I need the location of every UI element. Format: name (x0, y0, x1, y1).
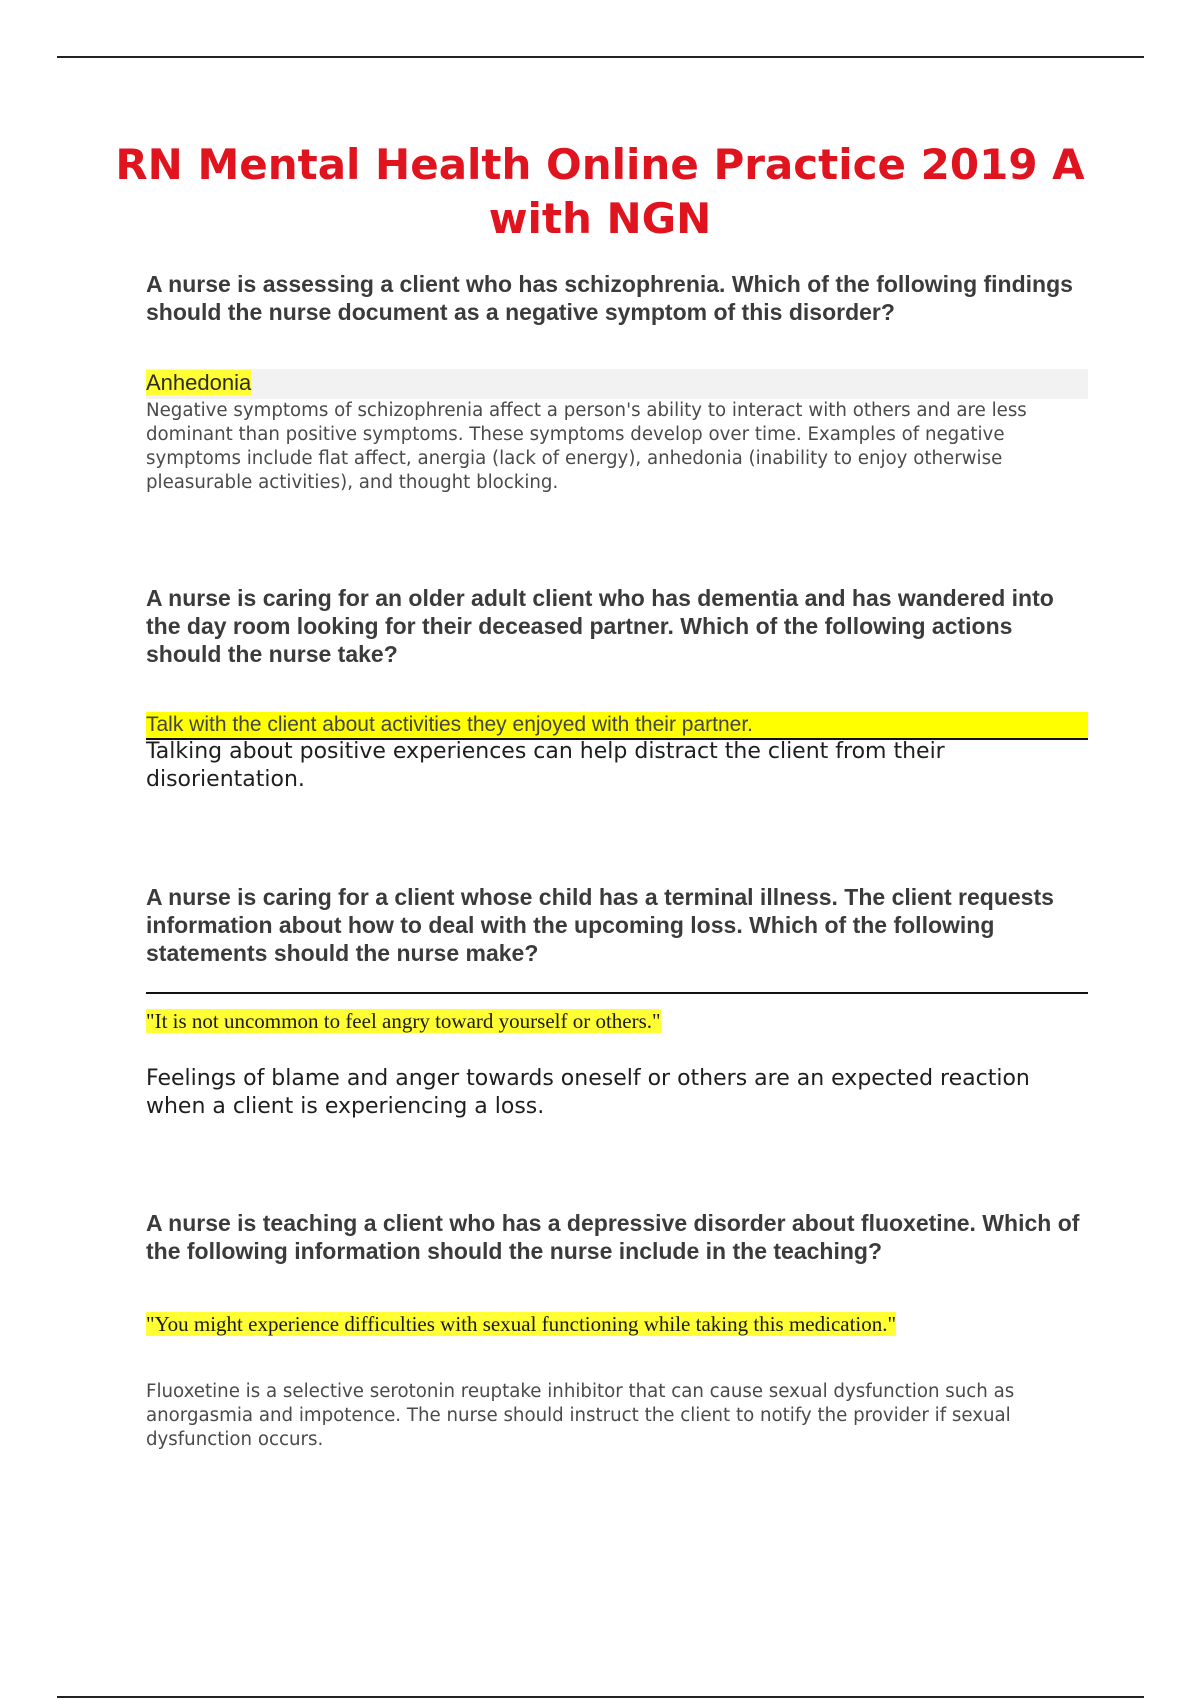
answer-strip (146, 369, 1088, 399)
rationale-text: Negative symptoms of schizophrenia affect a person's ability to interact with others and are less dominant than positive symptoms. These symptoms develop over time. Examples of negative symptoms include flat affect, anergia (lack of energy), anhedonia (inability to enjoy otherwise pleasurable activities), and thought blocking. (146, 400, 1027, 493)
question-text: A nurse is caring for an older adult client who has dementia and has wandered into the day room looking for their deceased partner. Which of the following actions should the nurse take? (146, 585, 1054, 667)
section-divider (146, 992, 1088, 994)
rationale-text: Talking about positive experiences can help distract the client from their disorientation. (146, 739, 945, 792)
question-block-2 (146, 584, 1088, 668)
question-text: A nurse is assessing a client who has schizophrenia. Which of the following findings should the nurse document as a negative symptom of this disorder? (146, 271, 1073, 325)
answer-block-2 (146, 712, 1088, 740)
answer-block-3 (146, 1007, 1088, 1035)
answer-block-1 (146, 369, 1088, 399)
rationale-text: Fluoxetine is a selective serotonin reuptake inhibitor that can cause sexual dysfunction such as anorgasmia and impotence. The nurse should instruct the client to notify the provider if sexual dysfunction occurs. (146, 1381, 1015, 1450)
rationale-block-3 (146, 1065, 1088, 1121)
top-rule (57, 56, 1144, 58)
rationale-block-4 (146, 1380, 1088, 1452)
question-block-3 (146, 883, 1088, 967)
divider-line (146, 992, 1088, 994)
bottom-rule (57, 1696, 1144, 1698)
answer-text: Anhedonia (146, 370, 252, 395)
answer-block-4 (146, 1310, 1088, 1338)
answer-text: "It is not uncommon to feel angry toward yourself or others." (146, 1009, 661, 1033)
question-block-4 (146, 1209, 1088, 1265)
answer-text: "You might experience difficulties with sexual functioning while taking this medication." (146, 1312, 897, 1336)
page-title: RN Mental Health Online Practice 2019 A with NGN (115, 140, 1085, 243)
rationale-block-1 (146, 399, 1088, 495)
question-text: A nurse is teaching a client who has a depressive disorder about fluoxetine. Which of the following information should the nurse include in the teaching? (146, 1210, 1080, 1264)
question-text: A nurse is caring for a client whose child has a terminal illness. The client requests information about how to deal with the upcoming loss. Which of the following statements should the nurse make? (146, 884, 1054, 966)
answer-text: Talk with the client about activities they enjoyed with their partner. (146, 712, 1088, 740)
rationale-block-2 (146, 738, 1088, 794)
question-block-1 (146, 270, 1088, 326)
rationale-text: Feelings of blame and anger towards oneself or others are an expected reaction when a client is experiencing a loss. (146, 1066, 1030, 1119)
